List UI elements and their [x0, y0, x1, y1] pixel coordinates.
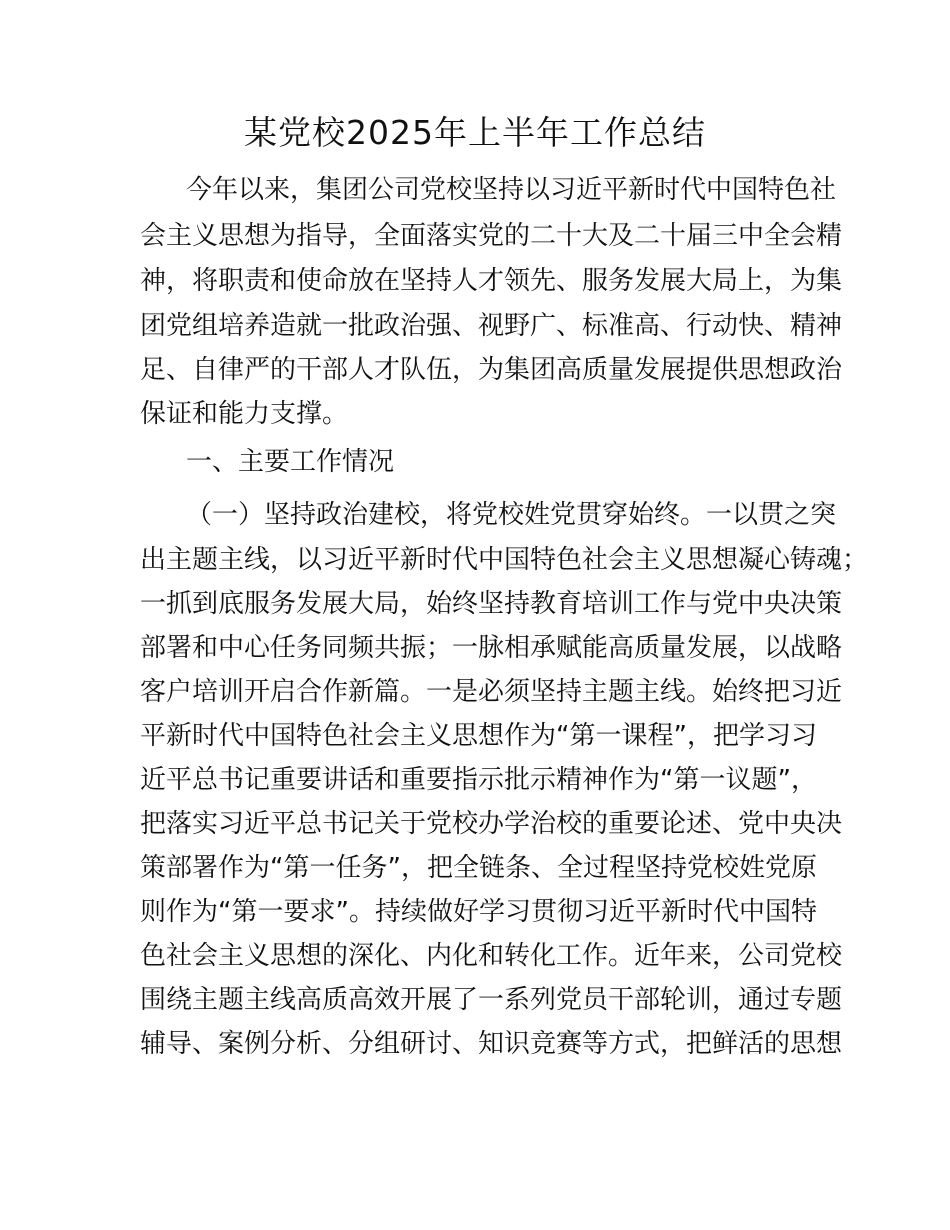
- paragraph-line: 会主义思想为指导，全面落实党的二十大及二十届三中全会精: [140, 221, 843, 251]
- paragraph-line: （一）坚持政治建校，将党校姓党贯穿始终。一以贯之突: [186, 500, 837, 530]
- paragraph-line: 色社会主义思想的深化、内化和转化工作。近年来，公司党校: [140, 941, 843, 971]
- paragraph-line: 围绕主题主线高质高效开展了一系列党员干部轮训，通过专题: [140, 985, 843, 1015]
- paragraph-line: 平新时代中国特色社会主义思想作为“第一课程”，把学习习: [140, 721, 817, 751]
- paragraph-line: 则作为“第一要求”。持续做好学习贯彻习近平新时代中国特: [140, 897, 817, 927]
- paragraph-line: 把落实习近平总书记关于党校办学治校的重要论述、党中央决: [140, 809, 843, 839]
- paragraph-line: 近平总书记重要讲话和重要指示批示精神作为“第一议题”，: [140, 765, 817, 795]
- paragraph-line: 部署和中心任务同频共振；一脉相承赋能高质量发展，以战略: [140, 633, 843, 663]
- paragraph-line: 客户培训开启合作新篇。一是必须坚持主题主线。始终把习近: [140, 677, 843, 707]
- paragraph-line: 策部署作为“第一任务”，把全链条、全过程坚持党校姓党原: [140, 853, 817, 883]
- paragraph-line: 辅导、案例分析、分组研讨、知识竞赛等方式，把鲜活的思想: [140, 1029, 843, 1059]
- paragraph-line: 团党组培养造就一批政治强、视野广、标准高、行动快、精神: [140, 311, 843, 341]
- paragraph-line: 出主题主线，以习近平新时代中国特色社会主义思想凝心铸魂；: [140, 545, 869, 575]
- paragraph-line: 今年以来，集团公司党校坚持以习近平新时代中国特色社: [186, 175, 837, 205]
- paragraph-line: 足、自律严的干部人才队伍，为集团高质量发展提供思想政治: [140, 355, 843, 385]
- paragraph-line: 神，将职责和使命放在坚持人才领先、服务发展大局上，为集: [140, 266, 843, 296]
- document-title: 某党校2025年上半年工作总结: [244, 113, 706, 152]
- paragraph-line: 一抓到底服务发展大局，始终坚持教育培训工作与党中央决策: [140, 589, 843, 619]
- section-heading: 一、主要工作情况: [186, 447, 395, 477]
- paragraph-line: 保证和能力支撑。: [140, 399, 349, 429]
